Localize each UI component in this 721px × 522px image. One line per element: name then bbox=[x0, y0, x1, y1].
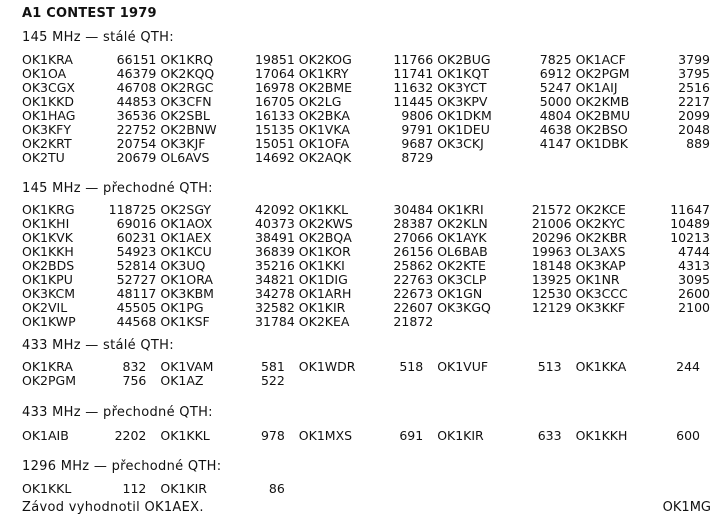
score: 21006 bbox=[531, 216, 572, 231]
section-heading-433-fixed: 433 MHz — stálé QTH: bbox=[22, 338, 174, 353]
callsign: OK1KIR bbox=[298, 300, 346, 315]
score: 34821 bbox=[255, 272, 295, 287]
score: 19963 bbox=[531, 244, 572, 259]
results-table-145-portable bbox=[22, 203, 714, 329]
score: 38491 bbox=[255, 230, 295, 245]
result-entry bbox=[299, 273, 437, 287]
result-entry bbox=[576, 273, 714, 287]
callsign: OK2BME bbox=[298, 80, 353, 95]
callsign: OK3KCM bbox=[22, 286, 76, 301]
callsign: OK3KAP bbox=[575, 258, 626, 273]
score: 2600 bbox=[678, 286, 710, 301]
callsign: OK2KLN bbox=[437, 216, 488, 231]
result-entry bbox=[576, 231, 714, 245]
callsign: OK1KKH bbox=[22, 244, 74, 259]
score: 2099 bbox=[678, 108, 710, 123]
score: 9806 bbox=[401, 108, 434, 123]
result-entry bbox=[160, 482, 298, 496]
result-entry bbox=[299, 429, 437, 443]
callsign: OK1VAM bbox=[160, 359, 214, 374]
callsign: OK1GN bbox=[437, 286, 483, 301]
result-entry bbox=[299, 287, 437, 301]
callsign: OK1KRY bbox=[298, 66, 349, 81]
result-entry bbox=[22, 245, 160, 259]
callsign: OK2BQA bbox=[298, 230, 352, 245]
result-entry bbox=[576, 109, 714, 123]
callsign: OK2KBR bbox=[575, 230, 628, 245]
score: 12129 bbox=[531, 300, 572, 315]
callsign: OK2KTE bbox=[437, 258, 486, 273]
callsign: OK3YCT bbox=[437, 80, 487, 95]
callsign: OK2KRT bbox=[22, 136, 72, 151]
callsign: OK1MXS bbox=[298, 428, 353, 443]
score: 518 bbox=[399, 359, 424, 374]
score: 16978 bbox=[255, 80, 295, 95]
result-entry bbox=[22, 81, 160, 95]
result-entry bbox=[299, 217, 437, 231]
score: 9791 bbox=[401, 122, 434, 137]
result-entry bbox=[299, 259, 437, 273]
results-table-1296-portable bbox=[22, 482, 714, 496]
callsign: OK2KMB bbox=[575, 94, 630, 109]
score: 46708 bbox=[116, 80, 157, 95]
callsign: OK1KIR bbox=[437, 428, 484, 443]
score: 21572 bbox=[531, 202, 572, 217]
callsign: OK1ARH bbox=[298, 286, 352, 301]
result-entry bbox=[437, 360, 575, 374]
result-entry bbox=[160, 374, 298, 388]
score: 27066 bbox=[393, 230, 434, 245]
result-entry bbox=[299, 53, 437, 67]
score: 66151 bbox=[116, 52, 157, 67]
result-entry bbox=[22, 429, 160, 443]
callsign: OL6BAB bbox=[437, 244, 488, 259]
score: 11647 bbox=[670, 202, 710, 217]
score: 60231 bbox=[116, 230, 157, 245]
result-entry bbox=[299, 81, 437, 95]
callsign: OK2KCE bbox=[575, 202, 626, 217]
result-entry bbox=[22, 95, 160, 109]
result-entry bbox=[299, 95, 437, 109]
score: 15051 bbox=[255, 136, 295, 151]
score: 5247 bbox=[539, 80, 572, 95]
result-entry bbox=[160, 123, 298, 137]
score: 4147 bbox=[539, 136, 572, 151]
result-entry bbox=[437, 137, 575, 151]
callsign: OK1KQT bbox=[437, 66, 489, 81]
score: 32582 bbox=[255, 300, 295, 315]
result-entry bbox=[22, 203, 160, 217]
result-entry bbox=[160, 259, 298, 273]
score: 31784 bbox=[255, 314, 295, 329]
callsign: OK3KFY bbox=[22, 122, 72, 137]
callsign: OK3UQ bbox=[160, 258, 206, 273]
score: 48117 bbox=[116, 286, 157, 301]
callsign: OK1KKD bbox=[22, 94, 75, 109]
score: 7825 bbox=[539, 52, 572, 67]
result-entry bbox=[576, 137, 714, 151]
result-entry bbox=[576, 287, 714, 301]
score: 18148 bbox=[531, 258, 572, 273]
result-entry bbox=[437, 67, 575, 81]
callsign: OK3KJF bbox=[160, 136, 206, 151]
score: 22673 bbox=[393, 286, 434, 301]
callsign: OK1KSF bbox=[160, 314, 210, 329]
callsign: OK1KIR bbox=[160, 481, 207, 496]
score: 30484 bbox=[393, 202, 434, 217]
callsign: OK1AOX bbox=[160, 216, 213, 231]
result-entry bbox=[299, 315, 437, 329]
score: 4804 bbox=[539, 108, 572, 123]
callsign: OK2VIL bbox=[22, 300, 68, 315]
callsign: OK1OFA bbox=[298, 136, 350, 151]
score: 889 bbox=[686, 136, 710, 151]
score: 25862 bbox=[393, 258, 434, 273]
score: 42092 bbox=[255, 202, 295, 217]
score: 22763 bbox=[393, 272, 434, 287]
callsign: OK2BUG bbox=[437, 52, 491, 67]
score: 244 bbox=[676, 359, 700, 374]
result-entry bbox=[437, 53, 575, 67]
result-entry bbox=[437, 429, 575, 443]
result-entry bbox=[160, 231, 298, 245]
section-heading-433-portable: 433 MHz — přechodné QTH: bbox=[22, 405, 213, 420]
score: 17064 bbox=[255, 66, 295, 81]
page-title: A1 CONTEST 1979 bbox=[22, 6, 157, 21]
callsign: OK3CGX bbox=[22, 80, 75, 95]
score: 11741 bbox=[393, 66, 434, 81]
callsign: OK1KVK bbox=[22, 230, 73, 245]
score: 40373 bbox=[255, 216, 295, 231]
callsign: OK1KWP bbox=[22, 314, 76, 329]
result-entry bbox=[22, 123, 160, 137]
result-entry bbox=[299, 67, 437, 81]
score: 832 bbox=[122, 359, 147, 374]
score: 16133 bbox=[255, 108, 295, 123]
result-entry bbox=[299, 360, 437, 374]
result-entry bbox=[160, 217, 298, 231]
score: 2100 bbox=[678, 300, 710, 315]
result-entry bbox=[299, 123, 437, 137]
score: 21872 bbox=[393, 314, 434, 329]
callsign: OK1KOR bbox=[298, 244, 351, 259]
score: 11632 bbox=[393, 80, 434, 95]
result-entry bbox=[437, 95, 575, 109]
result-entry bbox=[22, 259, 160, 273]
score: 756 bbox=[122, 373, 147, 388]
result-entry bbox=[576, 81, 714, 95]
result-entry bbox=[437, 109, 575, 123]
callsign: OK1OA bbox=[22, 66, 67, 81]
author-signature: OK1MG bbox=[662, 500, 711, 515]
evaluator-note: Závod vyhodnotil OK1AEX. bbox=[22, 500, 204, 515]
results-table-433-fixed bbox=[22, 360, 714, 388]
callsign: OK1AEX bbox=[160, 230, 212, 245]
result-entry bbox=[160, 67, 298, 81]
score: 44568 bbox=[116, 314, 157, 329]
callsign: OK1AIJ bbox=[575, 80, 618, 95]
result-entry bbox=[22, 109, 160, 123]
callsign: OK1KRG bbox=[22, 202, 75, 217]
result-entry bbox=[576, 53, 714, 67]
callsign: OK3CLP bbox=[437, 272, 487, 287]
result-entry bbox=[22, 67, 160, 81]
result-entry bbox=[299, 109, 437, 123]
result-entry bbox=[437, 259, 575, 273]
score: 20754 bbox=[116, 136, 157, 151]
callsign: OK3CCC bbox=[575, 286, 628, 301]
score: 22607 bbox=[393, 300, 434, 315]
callsign: OK1DBK bbox=[575, 136, 628, 151]
result-entry bbox=[299, 231, 437, 245]
score: 978 bbox=[260, 428, 285, 443]
callsign: OK2KYC bbox=[575, 216, 626, 231]
callsign: OK2SBL bbox=[160, 108, 210, 123]
score: 52814 bbox=[116, 258, 157, 273]
result-entry bbox=[299, 301, 437, 315]
result-entry bbox=[576, 217, 714, 231]
score: 19851 bbox=[255, 52, 295, 67]
result-entry bbox=[22, 374, 160, 388]
result-entry bbox=[22, 287, 160, 301]
callsign: OK1KHI bbox=[22, 216, 70, 231]
callsign: OK1KKL bbox=[298, 202, 349, 217]
callsign: OK1KRA bbox=[22, 359, 73, 374]
score: 2516 bbox=[678, 80, 710, 95]
result-entry bbox=[160, 301, 298, 315]
result-entry bbox=[576, 123, 714, 137]
callsign: OK1ACF bbox=[575, 52, 626, 67]
score: 14692 bbox=[255, 150, 295, 165]
score: 26156 bbox=[393, 244, 434, 259]
callsign: OK2BSO bbox=[575, 122, 628, 137]
score: 28387 bbox=[393, 216, 434, 231]
result-entry bbox=[437, 301, 575, 315]
result-entry bbox=[22, 151, 160, 165]
callsign: OK1DIG bbox=[298, 272, 348, 287]
result-entry bbox=[437, 217, 575, 231]
callsign: OK2KEA bbox=[298, 314, 350, 329]
score: 9687 bbox=[401, 136, 434, 151]
callsign: OK1ORA bbox=[160, 272, 213, 287]
result-entry bbox=[437, 245, 575, 259]
callsign: OK2PGM bbox=[22, 373, 76, 388]
score: 2202 bbox=[114, 428, 147, 443]
callsign: OK2RGC bbox=[160, 80, 214, 95]
callsign: OK1AYK bbox=[437, 230, 487, 245]
result-entry bbox=[160, 360, 298, 374]
callsign: OK2BDS bbox=[22, 258, 75, 273]
callsign: OK1NR bbox=[575, 272, 620, 287]
score: 513 bbox=[537, 359, 562, 374]
callsign: OK3KGQ bbox=[437, 300, 491, 315]
callsign: OK2BNW bbox=[160, 122, 217, 137]
result-entry bbox=[22, 360, 160, 374]
score: 15135 bbox=[255, 122, 295, 137]
result-entry bbox=[299, 245, 437, 259]
callsign: OL6AVS bbox=[160, 150, 210, 165]
result-entry bbox=[437, 231, 575, 245]
result-entry bbox=[576, 259, 714, 273]
results-table-145-fixed bbox=[22, 53, 714, 165]
callsign: OK1KRI bbox=[437, 202, 484, 217]
callsign: OK2LG bbox=[298, 94, 342, 109]
score: 45505 bbox=[116, 300, 157, 315]
section-heading-1296-portable: 1296 MHz — přechodné QTH: bbox=[22, 459, 222, 474]
score: 3095 bbox=[678, 272, 710, 287]
section-heading-145-portable: 145 MHz — přechodné QTH: bbox=[22, 181, 213, 196]
result-entry bbox=[437, 273, 575, 287]
score: 13925 bbox=[531, 272, 572, 287]
callsign: OK3KPV bbox=[437, 94, 488, 109]
callsign: OK3CKJ bbox=[437, 136, 484, 151]
score: 11445 bbox=[393, 94, 434, 109]
score: 4744 bbox=[678, 244, 710, 259]
score: 6912 bbox=[539, 66, 572, 81]
result-entry bbox=[299, 151, 437, 165]
callsign: OK3KBM bbox=[160, 286, 214, 301]
result-entry bbox=[160, 95, 298, 109]
callsign: OK2KWS bbox=[298, 216, 353, 231]
result-entry bbox=[22, 273, 160, 287]
callsign: OK2BKA bbox=[298, 108, 350, 123]
result-entry bbox=[22, 53, 160, 67]
callsign: OK2KQQ bbox=[160, 66, 215, 81]
score: 600 bbox=[676, 428, 700, 443]
callsign: OK1PG bbox=[160, 300, 204, 315]
score: 36839 bbox=[255, 244, 295, 259]
result-entry bbox=[160, 203, 298, 217]
score: 112 bbox=[122, 481, 147, 496]
callsign: OK1KKA bbox=[575, 359, 627, 374]
section-heading-145-fixed: 145 MHz — stálé QTH: bbox=[22, 30, 174, 45]
score: 633 bbox=[537, 428, 562, 443]
callsign: OK1KRA bbox=[22, 52, 73, 67]
callsign: OK2PGM bbox=[575, 66, 630, 81]
result-entry bbox=[160, 137, 298, 151]
result-entry bbox=[437, 123, 575, 137]
score: 34278 bbox=[255, 286, 295, 301]
score: 54923 bbox=[116, 244, 157, 259]
score: 12530 bbox=[531, 286, 572, 301]
score: 69016 bbox=[116, 216, 157, 231]
callsign: OK1KCU bbox=[160, 244, 212, 259]
callsign: OK3CFN bbox=[160, 94, 212, 109]
result-entry bbox=[160, 81, 298, 95]
result-entry bbox=[437, 81, 575, 95]
callsign: OK1KKL bbox=[22, 481, 72, 496]
callsign: OK1DKM bbox=[437, 108, 492, 123]
score: 3799 bbox=[678, 52, 710, 67]
score: 581 bbox=[260, 359, 285, 374]
results-table-433-portable bbox=[22, 429, 714, 443]
score: 20296 bbox=[531, 230, 572, 245]
callsign: OK1KKL bbox=[160, 428, 210, 443]
callsign: OK1KKH bbox=[575, 428, 628, 443]
result-entry bbox=[576, 203, 714, 217]
score: 46379 bbox=[116, 66, 157, 81]
result-entry bbox=[437, 203, 575, 217]
callsign: OK2TU bbox=[22, 150, 65, 165]
callsign: OK1AZ bbox=[160, 373, 204, 388]
score: 8729 bbox=[401, 150, 434, 165]
result-entry bbox=[576, 301, 714, 315]
result-entry bbox=[22, 482, 160, 496]
score: 4638 bbox=[539, 122, 572, 137]
callsign: OK2BMU bbox=[575, 108, 631, 123]
result-entry bbox=[160, 287, 298, 301]
score: 11766 bbox=[393, 52, 434, 67]
score: 20679 bbox=[116, 150, 157, 165]
callsign: OK1DEU bbox=[437, 122, 490, 137]
callsign: OK2AQK bbox=[298, 150, 352, 165]
result-entry bbox=[160, 109, 298, 123]
callsign: OK3KKF bbox=[575, 300, 626, 315]
score: 118725 bbox=[108, 202, 157, 217]
callsign: OL3AXS bbox=[575, 244, 626, 259]
result-entry bbox=[160, 53, 298, 67]
result-entry bbox=[22, 231, 160, 245]
result-entry bbox=[22, 137, 160, 151]
callsign: OK1AIB bbox=[22, 428, 69, 443]
score: 35216 bbox=[255, 258, 295, 273]
result-entry bbox=[576, 67, 714, 81]
score: 2048 bbox=[678, 122, 710, 137]
score: 22752 bbox=[116, 122, 157, 137]
result-entry bbox=[22, 315, 160, 329]
score: 16705 bbox=[255, 94, 295, 109]
result-entry bbox=[22, 301, 160, 315]
callsign: OK1KKI bbox=[298, 258, 345, 273]
result-entry bbox=[160, 429, 298, 443]
result-entry bbox=[22, 217, 160, 231]
score: 44853 bbox=[116, 94, 157, 109]
callsign: OK1VKA bbox=[298, 122, 350, 137]
callsign: OK1KPU bbox=[22, 272, 73, 287]
score: 5000 bbox=[539, 94, 572, 109]
result-entry bbox=[160, 151, 298, 165]
score: 3795 bbox=[678, 66, 710, 81]
result-entry bbox=[576, 245, 714, 259]
result-entry bbox=[576, 360, 714, 374]
score: 2217 bbox=[678, 94, 710, 109]
score: 4313 bbox=[678, 258, 710, 273]
callsign: OK1KRQ bbox=[160, 52, 214, 67]
result-entry bbox=[299, 203, 437, 217]
result-entry bbox=[160, 245, 298, 259]
score: 36536 bbox=[116, 108, 157, 123]
score: 52727 bbox=[116, 272, 157, 287]
score: 522 bbox=[260, 373, 285, 388]
result-entry bbox=[576, 429, 714, 443]
score: 86 bbox=[268, 481, 285, 496]
result-entry bbox=[160, 273, 298, 287]
callsign: OK1WDR bbox=[298, 359, 356, 374]
callsign: OK1HAG bbox=[22, 108, 76, 123]
result-entry bbox=[160, 315, 298, 329]
callsign: OK2KOG bbox=[298, 52, 352, 67]
result-entry bbox=[576, 95, 714, 109]
callsign: OK1VUF bbox=[437, 359, 489, 374]
callsign: OK2SGY bbox=[160, 202, 212, 217]
result-entry bbox=[299, 137, 437, 151]
score: 10489 bbox=[670, 216, 710, 231]
result-entry bbox=[437, 287, 575, 301]
score: 691 bbox=[399, 428, 424, 443]
score: 10213 bbox=[670, 230, 710, 245]
